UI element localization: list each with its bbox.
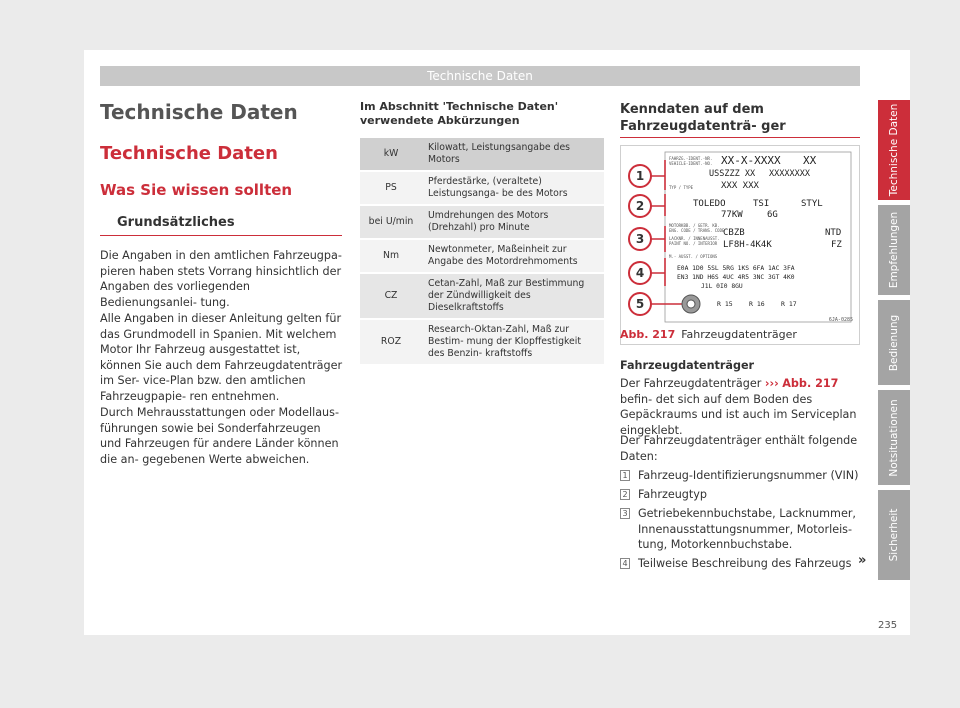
callout-number: 4 [635, 266, 645, 280]
tab-label: Sicherheit [888, 508, 900, 562]
callout-number: 2 [635, 199, 645, 213]
label-value: J1L 0I0 8GU [701, 283, 743, 290]
tab-label: Bedienung [888, 314, 900, 371]
table-row [360, 274, 604, 318]
label-value: USSZZZ XX [709, 169, 756, 179]
abbr-desc: Newtonmeter, Maßeinheit zur Angabe des Motordrehmoments [422, 240, 604, 272]
label-value: NTD [825, 228, 842, 238]
tab-label: Notsituationen [888, 398, 900, 477]
callout-bracket [651, 194, 665, 216]
continue-marker: » [858, 553, 867, 568]
paragraph-1: Die Angaben in den amtlichen Fahrzeugpa- pieren haben stets Vorrang hinsichtlich der Angaben des vorliegenden Bedienungsanlei- tung. [100, 249, 342, 309]
figure-code: 6JA-0285 [828, 317, 853, 323]
tab-sicherheit[interactable] [878, 490, 910, 580]
table-row [360, 138, 604, 170]
paragraph-3: Durch Mehrausstattungen oder Modellaus- führungen sowie bei Sonderfahrzeugen und Fahrzeugen für andere Länder können die an- gegebenen Werte abweichen. [100, 406, 340, 466]
abbr-key: bei U/min [360, 206, 422, 238]
label-value: XXX XXX [721, 181, 759, 191]
page-number: 235 [878, 620, 898, 631]
label-value: E0A 1D0 5SL 5RG 1KS 6FA 1AC 3FA [677, 265, 795, 272]
abbr-key: ROZ [360, 320, 422, 364]
paragraph-text: befin- det sich auf dem Boden des Gepäckraums und ist auch im Serviceplan eingeklebt. [620, 392, 857, 437]
abbr-desc: Kilowatt, Leistungsangabe des Motors [422, 138, 604, 170]
section-title: Technische Daten [100, 143, 278, 164]
vehicle-data-list-intro: Der Fahrzeugdatenträger enthält folgende Daten: [620, 434, 858, 463]
abbr-desc: Research-Oktan-Zahl, Maß zur Bestim- mung der Klopffestigkeit des Benzin- kraftstoffs [422, 320, 604, 364]
label-value: STYL [801, 199, 823, 209]
list-number-badge: 4 [620, 558, 630, 569]
label-value: XXXXXXXX [769, 169, 810, 179]
abbreviations-table [360, 136, 604, 366]
callout-number: 3 [635, 232, 645, 246]
label-caption: LACKNR. / INNENAUSST. [669, 236, 720, 241]
vehicle-data-paragraph [620, 376, 860, 438]
label-value: EN3 1ND H6S 4UC 4R5 3NC 3GT 4K0 [677, 274, 795, 281]
abbr-key: PS [360, 172, 422, 204]
vehicle-data-label-illustration [621, 146, 859, 344]
label-caption: FAHRZG.-IDENT.-NR. [669, 156, 713, 161]
tab-empfehlungen[interactable] [878, 205, 910, 295]
label-value: 6G [767, 210, 778, 220]
list-item: Fahrzeug-Identifizierungsnummer (VIN) [638, 469, 859, 482]
callout-bracket [651, 160, 665, 190]
table-row [360, 240, 604, 272]
abbreviations-title: Im Abschnitt 'Technische Daten' verwendete Abkürzungen [360, 100, 559, 127]
label-caption: ENG. CODE / TRANS. CODE [669, 228, 725, 233]
table-row [360, 172, 604, 204]
label-value: TOLEDO [693, 199, 726, 209]
abbr-key: kW [360, 138, 422, 170]
reference-arrow: ››› [764, 377, 779, 390]
label-value: R 17 [781, 300, 797, 308]
figure-reference-link[interactable]: Abb. 217 [782, 377, 839, 390]
list-item: Fahrzeugtyp [638, 488, 708, 501]
table-row [360, 320, 604, 364]
tab-label: Empfehlungen [888, 211, 900, 289]
tab-label: Technische Daten [888, 103, 900, 197]
label-caption: PAINT NO. / INTERIOR [669, 241, 718, 246]
label-value: R 15 [717, 300, 733, 308]
tab-technische-daten[interactable] [878, 100, 910, 200]
label-value: LF8H-4K4K [723, 240, 772, 250]
abbr-desc: Cetan-Zahl, Maß zur Bestimmung der Zündwilligkeit des Dieselkraftstoffs [422, 274, 604, 318]
label-caption: M.- AUSST. / OPTIONS [669, 254, 718, 259]
paragraph-text: Der Fahrzeugdatenträger [620, 377, 762, 390]
vehicle-data-title: Kenndaten auf dem Fahrzeugdatenträ- ger [620, 102, 786, 134]
subsection-title: Was Sie wissen sollten [100, 181, 293, 199]
list-item: Teilweise Beschreibung des Fahrzeugs [638, 557, 852, 570]
label-value: FZ [831, 240, 842, 250]
vehicle-data-label-figure [620, 145, 860, 345]
chapter-title: Technische Daten [100, 100, 298, 124]
paragraph-2: Alle Angaben in dieser Anleitung gelten für das Grundmodell in Spanien. Mit welchem Motor Ihr Fahrzeug ausgestattet ist, können Sie auch dem Fahrzeugdatenträger im Ser- vice-Plan bzw. den amtlichen Fahrzeugpapie- ren entnehmen. [100, 312, 343, 403]
label-value: XX [803, 154, 817, 167]
list-item: Getriebekennbuchstabe, Lacknummer, Innenausstattungsnummer, Motorleis- tung, Motorkennbuchstabe. [638, 507, 856, 552]
label-value: TSI [753, 199, 770, 209]
callout-bracket [651, 226, 665, 252]
topic-title: Grundsätzliches [117, 215, 235, 230]
list-number-badge: 2 [620, 489, 630, 500]
figure-caption [620, 328, 797, 341]
list-number-badge: 3 [620, 508, 630, 519]
callout-bracket [651, 258, 665, 286]
topic-divider [100, 235, 342, 236]
tab-bedienung[interactable] [878, 300, 910, 385]
title-divider [620, 137, 860, 138]
vehicle-data-subtitle: Fahrzeugdatenträger [620, 359, 755, 372]
label-value: 77KW [721, 210, 743, 220]
abbr-desc: Umdrehungen des Motors (Drehzahl) pro Minute [422, 206, 604, 238]
gear-icon [682, 295, 700, 313]
label-value: XX-X-XXXX [721, 154, 781, 167]
label-caption: MOTORKBB. / GETR. KB. [669, 223, 720, 228]
callout-number: 5 [635, 297, 645, 311]
abbr-desc: Pferdestärke, (veraltete) Leistungsanga- be des Motors [422, 172, 604, 204]
label-value: CBZB [723, 228, 745, 238]
figure-number: Abb. 217 [620, 328, 676, 341]
label-caption: VEHICLE-IDENT.-NO. [669, 161, 713, 166]
label-value: R 16 [749, 300, 765, 308]
tab-notsituationen[interactable] [878, 390, 910, 485]
figure-caption-text: Fahrzeugdatenträger [681, 328, 797, 341]
page-header: Technische Daten [100, 66, 860, 86]
abbr-key: CZ [360, 274, 422, 318]
list-number-badge: 1 [620, 470, 630, 481]
abbr-key: Nm [360, 240, 422, 272]
callout-number: 1 [635, 169, 645, 183]
label-caption: TYP / TYPE [669, 185, 694, 190]
table-row [360, 206, 604, 238]
